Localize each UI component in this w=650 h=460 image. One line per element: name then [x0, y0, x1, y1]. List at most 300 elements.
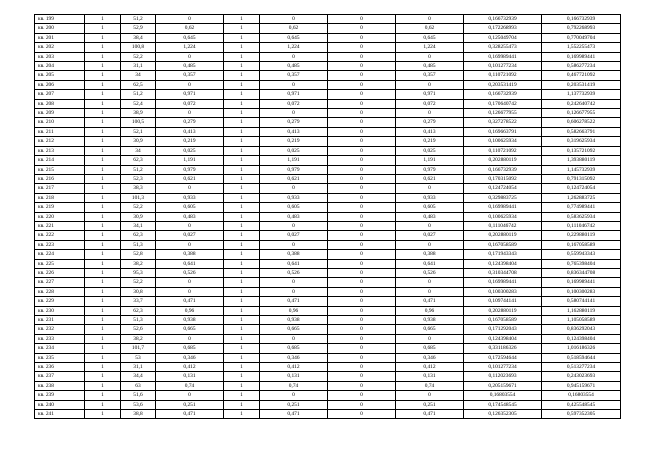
share-cell: 0,169989441 [464, 52, 542, 61]
count-cell: 1 [85, 212, 121, 221]
value-c-cell: 0 [328, 62, 396, 71]
total-cell: 1,105058589 [542, 316, 621, 325]
apartment-cell: кв. 208 [35, 99, 85, 108]
area-cell: 62,3 [121, 231, 156, 240]
total-cell: 0,166732939 [542, 15, 621, 24]
table-row [35, 90, 621, 99]
value-a-cell: 0 [156, 52, 224, 61]
area-cell: 38,3 [121, 184, 156, 193]
area-cell: 34 [121, 146, 156, 155]
coef-cell: 1 [224, 156, 260, 165]
total-cell: 0,124724054 [542, 184, 621, 193]
value-b-cell: 0,027 [260, 231, 328, 240]
area-cell: 38,8 [121, 410, 156, 419]
coef-cell: 1 [224, 203, 260, 212]
value-c-cell: 0 [328, 221, 396, 230]
apartment-cell: кв. 226 [35, 268, 85, 277]
value-a-cell: 0,471 [156, 297, 224, 306]
apartment-cell: кв. 211 [35, 127, 85, 136]
total-cell: 0,169989441 [542, 278, 621, 287]
share-cell: 0,329883725 [464, 193, 542, 202]
share-cell: 0,166732939 [464, 90, 542, 99]
count-cell: 1 [85, 156, 121, 165]
value-a-cell: 0,621 [156, 174, 224, 183]
coef-cell: 1 [224, 410, 260, 419]
area-cell: 38,4 [121, 33, 156, 42]
coef-cell: 1 [224, 118, 260, 127]
coef-cell: 1 [224, 90, 260, 99]
coef-cell: 1 [224, 109, 260, 118]
share-cell: 0,126352305 [464, 410, 542, 419]
value-a-cell: 0,645 [156, 33, 224, 42]
apartment-cell: кв. 215 [35, 165, 85, 174]
value-d-cell: 0,96 [396, 306, 464, 315]
count-cell: 1 [85, 221, 121, 230]
share-cell: 0,166732939 [464, 165, 542, 174]
value-b-cell: 0,388 [260, 250, 328, 259]
area-cell: 52,2 [121, 203, 156, 212]
share-cell: 0,101277234 [464, 363, 542, 372]
coef-cell: 1 [224, 71, 260, 80]
value-a-cell: 0,641 [156, 259, 224, 268]
table-row [35, 316, 621, 325]
table-row [35, 334, 621, 343]
table-row [35, 250, 621, 259]
total-cell: 1,162880119 [542, 306, 621, 315]
area-cell: 30,9 [121, 137, 156, 146]
value-d-cell: 0,605 [396, 203, 464, 212]
value-c-cell: 0 [328, 203, 396, 212]
value-c-cell: 0 [328, 287, 396, 296]
value-a-cell: 0,027 [156, 231, 224, 240]
table-row [35, 184, 621, 193]
value-c-cell: 0 [328, 43, 396, 52]
value-b-cell: 0 [260, 109, 328, 118]
area-cell: 34,1 [121, 221, 156, 230]
table-row [35, 33, 621, 42]
total-cell: 0,765398404 [542, 259, 621, 268]
value-b-cell: 0,979 [260, 165, 328, 174]
count-cell: 1 [85, 203, 121, 212]
value-a-cell: 0,346 [156, 353, 224, 362]
value-c-cell: 0 [328, 410, 396, 419]
total-cell: 0,518594644 [542, 353, 621, 362]
value-a-cell: 0 [156, 221, 224, 230]
apartment-cell: кв. 235 [35, 353, 85, 362]
share-cell: 0,126677955 [464, 109, 542, 118]
value-c-cell: 0 [328, 353, 396, 362]
apartment-cell: кв. 227 [35, 278, 85, 287]
share-cell: 0,202880119 [464, 231, 542, 240]
value-c-cell: 0 [328, 306, 396, 315]
coef-cell: 1 [224, 306, 260, 315]
count-cell: 1 [85, 363, 121, 372]
share-cell: 0,169989441 [464, 278, 542, 287]
value-c-cell: 0 [328, 184, 396, 193]
value-b-cell: 0 [260, 221, 328, 230]
coef-cell: 1 [224, 400, 260, 409]
area-cell: 30,9 [121, 212, 156, 221]
apartment-cell: кв. 221 [35, 221, 85, 230]
table-body [35, 15, 621, 419]
total-cell: 0,203531419 [542, 80, 621, 89]
area-cell: 53 [121, 353, 156, 362]
coef-cell: 1 [224, 174, 260, 183]
share-cell: 0,310344708 [464, 268, 542, 277]
count-cell: 1 [85, 15, 121, 24]
apartment-cell: кв. 238 [35, 381, 85, 390]
area-cell: 63 [121, 381, 156, 390]
table-row [35, 71, 621, 80]
apartment-cell: кв. 233 [35, 334, 85, 343]
count-cell: 1 [85, 259, 121, 268]
share-cell: 0,169663791 [464, 127, 542, 136]
value-a-cell: 0,357 [156, 71, 224, 80]
table-row [35, 306, 621, 315]
value-c-cell: 0 [328, 52, 396, 61]
total-cell: 0,124398404 [542, 334, 621, 343]
value-b-cell: 0 [260, 334, 328, 343]
table-row [35, 80, 621, 89]
apartment-cell: кв. 205 [35, 71, 85, 80]
value-d-cell: 0,621 [396, 174, 464, 183]
share-cell: 0,171292043 [464, 325, 542, 334]
count-cell: 1 [85, 174, 121, 183]
table-row [35, 240, 621, 249]
share-cell: 0,205159671 [464, 381, 542, 390]
share-cell: 0,202880119 [464, 306, 542, 315]
value-d-cell: 0,357 [396, 71, 464, 80]
value-b-cell: 0,025 [260, 146, 328, 155]
count-cell: 1 [85, 52, 121, 61]
value-c-cell: 0 [328, 80, 396, 89]
value-d-cell: 0,251 [396, 400, 464, 409]
count-cell: 1 [85, 278, 121, 287]
area-cell: 51,2 [121, 90, 156, 99]
share-cell: 0,100300283 [464, 287, 542, 296]
value-d-cell: 0 [396, 109, 464, 118]
total-cell: 0,774989441 [542, 203, 621, 212]
count-cell: 1 [85, 118, 121, 127]
coef-cell: 1 [224, 259, 260, 268]
value-a-cell: 0,938 [156, 316, 224, 325]
value-c-cell: 0 [328, 193, 396, 202]
area-cell: 38,2 [121, 334, 156, 343]
document-page [34, 14, 620, 419]
value-b-cell: 0 [260, 52, 328, 61]
value-a-cell: 0,412 [156, 363, 224, 372]
value-b-cell: 0 [260, 391, 328, 400]
total-cell: 0,559943343 [542, 250, 621, 259]
value-c-cell: 0 [328, 259, 396, 268]
total-cell: 0,167058589 [542, 240, 621, 249]
value-c-cell: 0 [328, 344, 396, 353]
share-cell: 0,125049704 [464, 33, 542, 42]
count-cell: 1 [85, 306, 121, 315]
apartment-cell: кв. 199 [35, 15, 85, 24]
value-b-cell: 1,191 [260, 156, 328, 165]
value-c-cell: 0 [328, 316, 396, 325]
area-cell: 62,3 [121, 306, 156, 315]
value-d-cell: 0,938 [396, 316, 464, 325]
value-a-cell: 0,219 [156, 137, 224, 146]
total-cell: 0,580744141 [542, 297, 621, 306]
value-c-cell: 0 [328, 212, 396, 221]
value-c-cell: 0 [328, 268, 396, 277]
apartment-cell: кв. 232 [35, 325, 85, 334]
table-row [35, 127, 621, 136]
area-cell: 53,6 [121, 400, 156, 409]
table-row [35, 259, 621, 268]
table-row [35, 400, 621, 409]
value-b-cell: 0,219 [260, 137, 328, 146]
apartment-cell: кв. 218 [35, 193, 85, 202]
coef-cell: 1 [224, 33, 260, 42]
share-cell: 0,111046742 [464, 221, 542, 230]
value-a-cell: 0,483 [156, 212, 224, 221]
area-cell: 52,4 [121, 99, 156, 108]
value-c-cell: 0 [328, 334, 396, 343]
table-row [35, 287, 621, 296]
value-d-cell: 0 [396, 15, 464, 24]
coef-cell: 1 [224, 137, 260, 146]
value-b-cell: 0,483 [260, 212, 328, 221]
value-c-cell: 0 [328, 127, 396, 136]
share-cell: 0,331186326 [464, 344, 542, 353]
share-cell: 0,174548545 [464, 400, 542, 409]
coef-cell: 1 [224, 250, 260, 259]
value-a-cell: 0,413 [156, 127, 224, 136]
share-cell: 0,171943343 [464, 250, 542, 259]
count-cell: 1 [85, 33, 121, 42]
area-cell: 30,8 [121, 287, 156, 296]
area-cell: 51,2 [121, 15, 156, 24]
coef-cell: 1 [224, 146, 260, 155]
value-d-cell: 0,471 [396, 410, 464, 419]
value-a-cell: 0,471 [156, 410, 224, 419]
area-cell: 100,5 [121, 118, 156, 127]
apartment-cell: кв. 203 [35, 52, 85, 61]
table-row [35, 268, 621, 277]
count-cell: 1 [85, 287, 121, 296]
value-b-cell: 0,933 [260, 193, 328, 202]
apartment-cell: кв. 200 [35, 24, 85, 33]
value-c-cell: 0 [328, 24, 396, 33]
value-b-cell: 0,072 [260, 99, 328, 108]
value-d-cell: 1,191 [396, 156, 464, 165]
value-d-cell: 0 [396, 221, 464, 230]
table-row [35, 325, 621, 334]
value-d-cell: 0,485 [396, 62, 464, 71]
share-cell: 0,167058589 [464, 240, 542, 249]
value-b-cell: 0,471 [260, 410, 328, 419]
coef-cell: 1 [224, 381, 260, 390]
value-b-cell: 0,74 [260, 381, 328, 390]
table-row [35, 137, 621, 146]
coef-cell: 1 [224, 24, 260, 33]
value-b-cell: 0,279 [260, 118, 328, 127]
total-cell: 0,792268993 [542, 24, 621, 33]
value-a-cell: 0,279 [156, 118, 224, 127]
coef-cell: 1 [224, 372, 260, 381]
value-a-cell: 0,74 [156, 381, 224, 390]
apartment-cell: кв. 210 [35, 118, 85, 127]
area-cell: 52,8 [121, 250, 156, 259]
share-cell: 0,16803554 [464, 391, 542, 400]
value-c-cell: 0 [328, 391, 396, 400]
share-cell: 0,203531419 [464, 80, 542, 89]
value-d-cell: 0 [396, 52, 464, 61]
total-cell: 0,836292043 [542, 325, 621, 334]
value-a-cell: 0,025 [156, 146, 224, 155]
value-d-cell: 0,483 [396, 212, 464, 221]
total-cell: 0,597352305 [542, 410, 621, 419]
area-cell: 31,1 [121, 363, 156, 372]
total-cell: 1,016186326 [542, 344, 621, 353]
table-row [35, 212, 621, 221]
total-cell: 0,606278522 [542, 118, 621, 127]
apartment-cell: кв. 234 [35, 344, 85, 353]
area-cell: 38,9 [121, 109, 156, 118]
coef-cell: 1 [224, 15, 260, 24]
value-b-cell: 0 [260, 184, 328, 193]
apartment-cell: кв. 214 [35, 156, 85, 165]
coef-cell: 1 [224, 344, 260, 353]
total-cell: 0,319625934 [542, 137, 621, 146]
coef-cell: 1 [224, 231, 260, 240]
share-cell: 0,172268993 [464, 24, 542, 33]
apartment-cell: кв. 219 [35, 203, 85, 212]
table-row [35, 231, 621, 240]
value-b-cell: 0,413 [260, 127, 328, 136]
value-b-cell: 0 [260, 80, 328, 89]
table-row [35, 344, 621, 353]
value-c-cell: 0 [328, 400, 396, 409]
table-row [35, 62, 621, 71]
total-cell: 0,791315092 [542, 174, 621, 183]
total-cell: 0,467721092 [542, 71, 621, 80]
count-cell: 1 [85, 325, 121, 334]
table-row [35, 15, 621, 24]
value-d-cell: 0,971 [396, 90, 464, 99]
area-cell: 95,3 [121, 268, 156, 277]
total-cell: 0,242640742 [542, 99, 621, 108]
share-cell: 0,101277234 [464, 62, 542, 71]
value-d-cell: 0 [396, 334, 464, 343]
area-cell: 51,3 [121, 240, 156, 249]
coef-cell: 1 [224, 391, 260, 400]
value-b-cell: 0 [260, 15, 328, 24]
value-b-cell: 0,96 [260, 306, 328, 315]
coef-cell: 1 [224, 62, 260, 71]
coef-cell: 1 [224, 52, 260, 61]
count-cell: 1 [85, 240, 121, 249]
apartment-cell: кв. 206 [35, 80, 85, 89]
count-cell: 1 [85, 372, 121, 381]
share-cell: 0,170315092 [464, 174, 542, 183]
apartment-cell: кв. 212 [35, 137, 85, 146]
value-b-cell: 0,485 [260, 62, 328, 71]
value-a-cell: 0,605 [156, 203, 224, 212]
apartment-cell: кв. 207 [35, 90, 85, 99]
total-cell: 0,513277234 [542, 363, 621, 372]
apartment-cell: кв. 217 [35, 184, 85, 193]
table-row [35, 156, 621, 165]
value-c-cell: 0 [328, 297, 396, 306]
value-c-cell: 0 [328, 118, 396, 127]
value-c-cell: 0 [328, 325, 396, 334]
value-a-cell: 1,191 [156, 156, 224, 165]
table-row [35, 174, 621, 183]
count-cell: 1 [85, 344, 121, 353]
table-row [35, 372, 621, 381]
table-row [35, 146, 621, 155]
coef-cell: 1 [224, 212, 260, 221]
value-a-cell: 0 [156, 391, 224, 400]
value-d-cell: 0,685 [396, 344, 464, 353]
coef-cell: 1 [224, 353, 260, 362]
apartment-cell: кв. 240 [35, 400, 85, 409]
coef-cell: 1 [224, 287, 260, 296]
value-a-cell: 0,62 [156, 24, 224, 33]
apartment-cell: кв. 239 [35, 391, 85, 400]
count-cell: 1 [85, 24, 121, 33]
value-d-cell: 0,526 [396, 268, 464, 277]
count-cell: 1 [85, 410, 121, 419]
total-cell: 0,945159671 [542, 381, 621, 390]
value-b-cell: 0,938 [260, 316, 328, 325]
value-a-cell: 0 [156, 334, 224, 343]
total-cell: 0,169989441 [542, 52, 621, 61]
value-b-cell: 0,62 [260, 24, 328, 33]
count-cell: 1 [85, 127, 121, 136]
value-c-cell: 0 [328, 71, 396, 80]
apartment-cell: кв. 229 [35, 297, 85, 306]
value-a-cell: 0,485 [156, 62, 224, 71]
value-c-cell: 0 [328, 363, 396, 372]
count-cell: 1 [85, 109, 121, 118]
count-cell: 1 [85, 184, 121, 193]
area-cell: 52,2 [121, 52, 156, 61]
total-cell: 1,393880119 [542, 156, 621, 165]
coef-cell: 1 [224, 43, 260, 52]
value-a-cell: 0,131 [156, 372, 224, 381]
value-d-cell: 1,224 [396, 43, 464, 52]
count-cell: 1 [85, 353, 121, 362]
share-cell: 0,169989441 [464, 203, 542, 212]
value-a-cell: 0,251 [156, 400, 224, 409]
value-a-cell: 0 [156, 15, 224, 24]
total-cell: 0,126677955 [542, 109, 621, 118]
coef-cell: 1 [224, 193, 260, 202]
table-row [35, 363, 621, 372]
table-row [35, 52, 621, 61]
share-cell: 0,100625934 [464, 137, 542, 146]
area-cell: 62,3 [121, 156, 156, 165]
total-cell: 0,100300283 [542, 287, 621, 296]
coef-cell: 1 [224, 80, 260, 89]
area-cell: 100,8 [121, 43, 156, 52]
area-cell: 52,2 [121, 278, 156, 287]
value-c-cell: 0 [328, 174, 396, 183]
area-cell: 51,3 [121, 316, 156, 325]
share-cell: 0,167058589 [464, 316, 542, 325]
value-d-cell: 0,388 [396, 250, 464, 259]
value-a-cell: 0,072 [156, 99, 224, 108]
value-b-cell: 0,685 [260, 344, 328, 353]
table-row [35, 353, 621, 362]
apartment-cell: кв. 216 [35, 174, 85, 183]
